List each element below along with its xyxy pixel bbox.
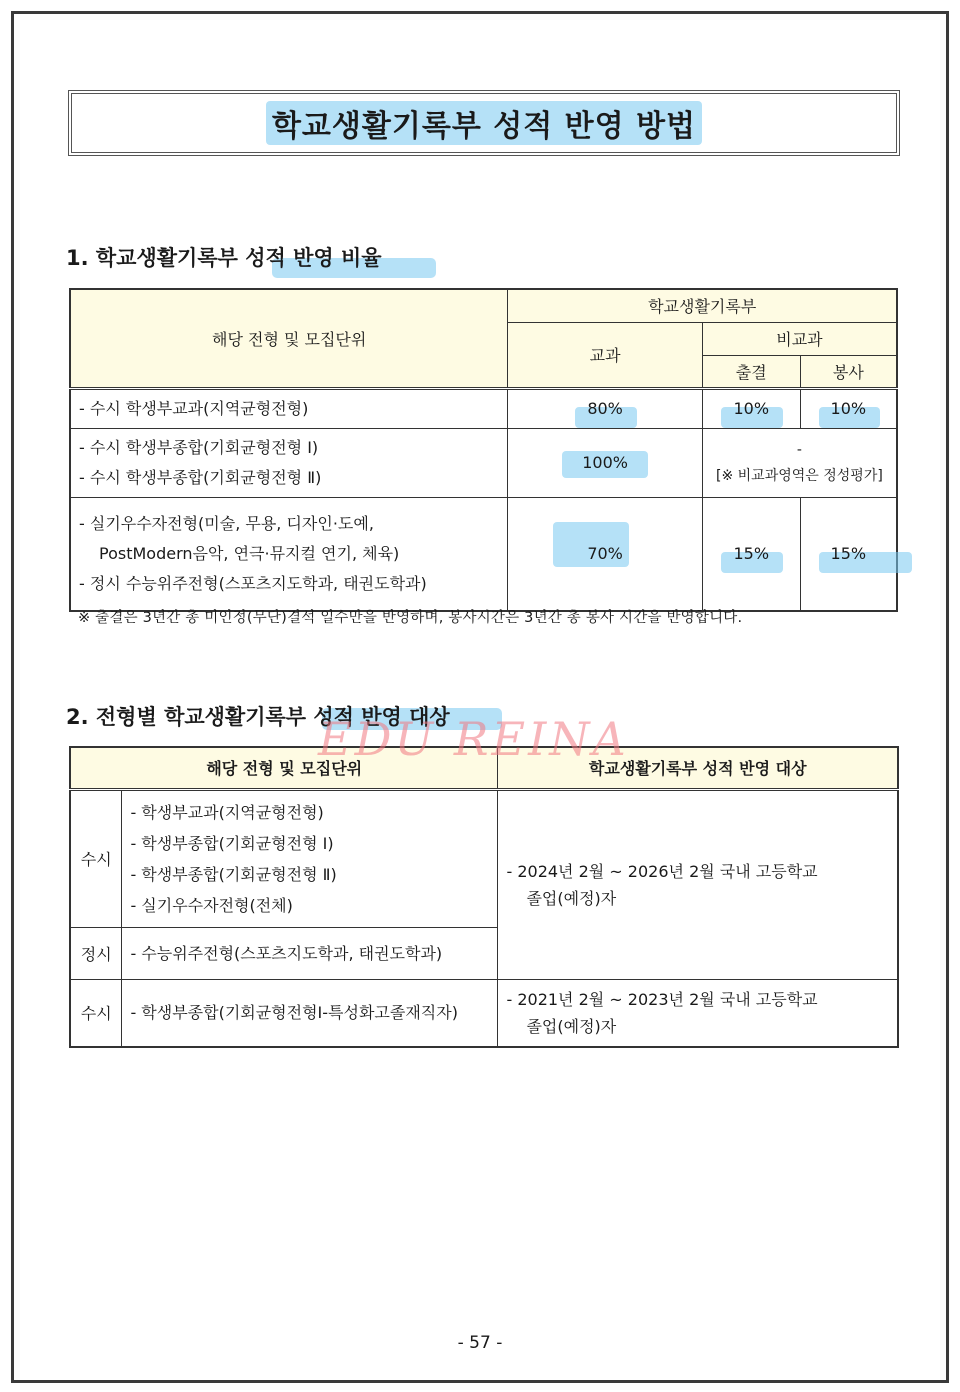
- unit-line: - 실기우수자전형(미술, 무용, 디자인·도예,: [79, 513, 374, 533]
- watermark: EDU REINA: [318, 712, 629, 766]
- table-row: [70, 497, 897, 611]
- header-target: 학교생활기록부 성적 반영 대상: [498, 747, 898, 789]
- attendance-note: ※ 출결은 3년간 총 미인정(무단)결석 일수만을 반영하며, 봉사시간은 3년간 총 봉사 시간을 반영합니다.: [78, 610, 743, 626]
- table-row: [70, 428, 897, 497]
- subject-value: 70%: [587, 544, 623, 564]
- target-cell: [498, 979, 898, 1047]
- title-box: [68, 90, 900, 156]
- attendance-value: 10%: [733, 399, 770, 418]
- header-nonsubject: 비교과: [702, 322, 897, 355]
- target-cell: [498, 789, 898, 979]
- page-title: 학교생활기록부 성적 반영 방법: [266, 101, 702, 145]
- unit-line: - 수시 학생부종합(기회균형전형 Ⅰ): [79, 437, 319, 457]
- page-number: - 57 -: [457, 1333, 503, 1353]
- header-attendance: 출결: [702, 355, 800, 388]
- unit-line: - 학생부종합(기회균형전형 Ⅱ): [130, 864, 337, 884]
- volunteer-value: 10%: [830, 399, 867, 418]
- unit-line: - 학생부교과(지역균형전형): [130, 802, 324, 822]
- table-row: [70, 388, 897, 428]
- section2-heading: 2. 전형별 학교생활기록부 성적 반영 대상: [66, 705, 450, 729]
- page-frame: [11, 11, 949, 1383]
- target-line: 졸업(예정)자: [526, 888, 617, 908]
- target-table: [69, 746, 899, 1048]
- header-volunteer: 봉사: [800, 355, 897, 388]
- header-unit: 해당 전형 및 모집단위: [70, 747, 498, 789]
- subject-value: 80%: [587, 399, 623, 418]
- attendance-value: 15%: [733, 544, 770, 564]
- header-unit: 해당 전형 및 모집단위: [70, 289, 508, 388]
- unit-line: - 정시 수능위주전형(스포츠지도학과, 태권도학과): [79, 573, 427, 593]
- subject-value: 100%: [582, 453, 628, 472]
- header-subject: 교과: [508, 322, 702, 388]
- unit-line: - 실기우수자전형(전체): [130, 895, 293, 915]
- volunteer-value: 15%: [830, 544, 867, 564]
- target-line: 졸업(예정)자: [526, 1016, 617, 1036]
- table-row: [70, 979, 898, 1047]
- unit-line: - 수능위주전형(스포츠지도학과, 태권도학과): [130, 943, 443, 963]
- unit-line: - 학생부종합(기회균형전형Ⅰ-특성화고졸재직자): [130, 1003, 458, 1022]
- admission-kind: 수시: [70, 789, 122, 927]
- nonsubject-note: [※ 비교과영역은 정성평가]: [716, 467, 883, 484]
- unit-line: - 수시 학생부종합(기회균형전형 Ⅱ): [79, 467, 322, 487]
- header-record: 학교생활기록부: [508, 289, 897, 322]
- unit-line: PostModern음악, 연극·뮤지컬 연기, 체육): [99, 543, 400, 563]
- target-line: - 2024년 2월 ~ 2026년 2월 국내 고등학교: [506, 861, 818, 881]
- ratio-table: [69, 288, 898, 612]
- unit-line: - 학생부종합(기회균형전형 Ⅰ): [130, 833, 334, 853]
- table-row: [70, 789, 898, 927]
- target-line: - 2021년 2월 ~ 2023년 2월 국내 고등학교: [506, 989, 818, 1009]
- title-inner-border: [71, 93, 897, 153]
- section1-heading: 1. 학교생활기록부 성적 반영 비율: [66, 246, 382, 270]
- unit-line: - 수시 학생부교과(지역균형전형): [79, 398, 309, 418]
- admission-kind: 수시: [70, 979, 122, 1047]
- nonsubject-dash: -: [796, 441, 802, 458]
- admission-kind: 정시: [70, 927, 122, 979]
